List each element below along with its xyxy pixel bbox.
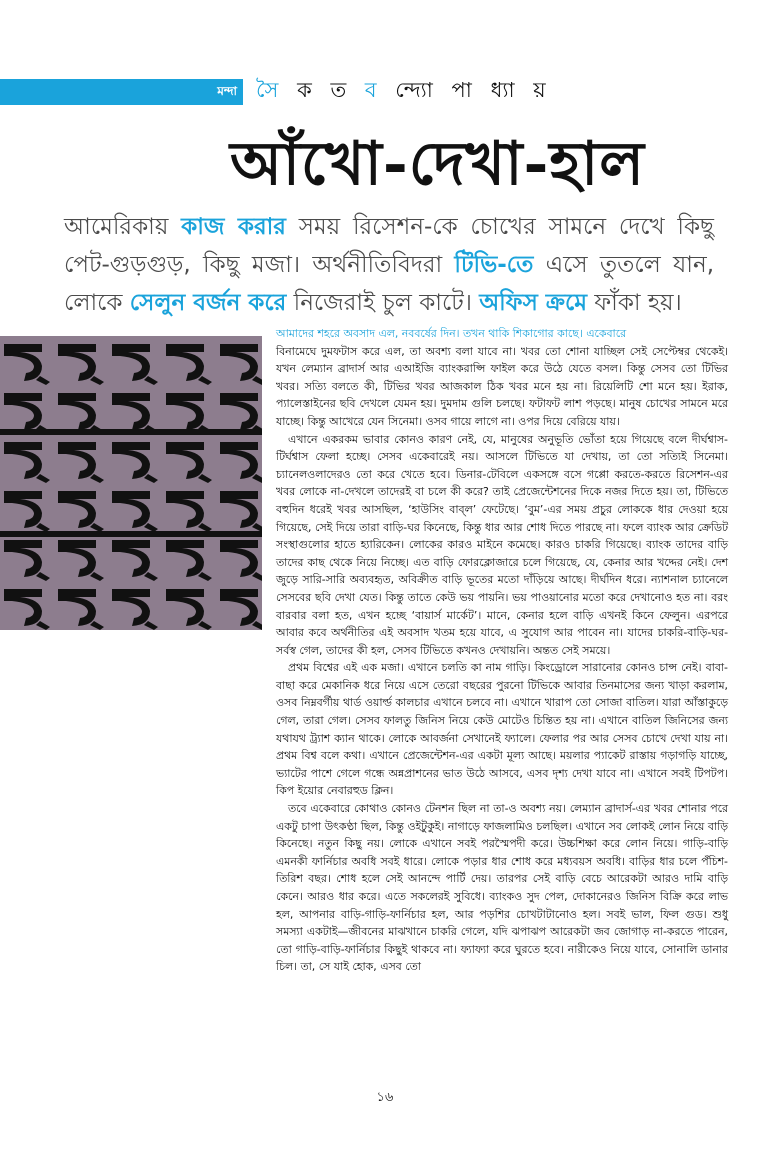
section-tag: মন্দা bbox=[217, 84, 237, 98]
article-intro: আমাদের শহরে অবসাদ এল, নববর্ষের দিন। তখন থাকি শিকাগোর কাছে। একেবারে bbox=[276, 327, 627, 340]
lead-text: নিজেরাই চুল কাটে। bbox=[286, 290, 480, 316]
author-part: পা bbox=[451, 78, 478, 102]
lead-highlight: অফিস ক্রমে bbox=[479, 290, 588, 316]
article-paragraph: তবে একেবারে কোথাও কোনও টেনশন ছিল না তা-ও অবশ্য নয়। লেম্যান ব্রাদার্স-এর খবর শোনার পরে একটু চাপা উৎকণ্ঠা ছিল, কিন্তু ওইটুকুই। নাগাড়ে ফাজলামিও চলছিল। এখানে সব লোকই লোন নিয়ে বাড়ি কিনেছে। নতুন কিছু নয়। লোকে এখানে সবই পরস্মৈপদী করে। উচ্চশিক্ষা করে লোন নিয়ে। গাড়ি-বাড়ি এমনকী ফার্নিচার অবধি সবই ধারে। লোকে পড়ার ধার শোধ করে মধ্যবয়স অবধি। বাড়ির ধার চলে পঁচিশ-তিরিশ বছর। শোধ হলে সেই আনন্দে পার্টি দেয়। তারপর সেই বাড়ি বেচে আরেকটা আরও দামি বাড়ি কেনে। আরও ধার করে। এতে সকলেরই সুবিধে। ব্যাংকও সুদ পেল, দোকানেরও জিনিস বিক্রি করে লাভ হল, আপনার বাড়ি-গাড়ি-ফার্নিচার হল, আর পড়শির চোখটাটানোও হল। সবই ভাল, ফিল গুড। শুধু সমস্যা একটাই—জীবনের মাঝখানে চাকরি গেলে, যদি ঝপাঝপ আরেকটা জব জোগাড় না-করতে পারেন, তো গাড়ি-বাড়ি-ফার্নিচার কিছুই থাকবে না। ফ্যাফ্যা করে ঘুরতে হবে। নারীকেও নিয়ে যাবে, সোনালি ডানার চিল। তা, সে যাই হোক, এসব তো bbox=[276, 802, 728, 974]
lead-highlight: কাজ করার bbox=[181, 214, 286, 240]
header-bar bbox=[0, 79, 243, 105]
author-part: ন্দ্যো bbox=[395, 78, 439, 102]
author-name bbox=[256, 74, 552, 109]
author-part: ক bbox=[297, 78, 318, 102]
lead-text: এসে তুতলে যান, লোকে bbox=[64, 252, 715, 316]
article-paragraph: প্রথম বিশ্বের এই এক মজা। এখানে চলতি কা নাম গাড়ি। কিংড্রোলে সারানোর কোনও চান্স নেই। বাবা-বাছা করে মেকানিক ধরে নিয়ে এসে তেরো বছরের পুরনো টিভিকে আবার তিনমাসের জন্য খাড়া করলাম, ওসব নিম্নবর্গীয় থার্ড ওয়ার্ল্ড কালচার এখানে চলবে না। এখানে খারাপ তো সোজা বাতিল। যারা আঁস্তাকুড়ে গেল, তারা গেল। সেসব ফালতু জিনিস নিয়ে কেউ মোটেও চিন্তিত হয় না। এখানে বাতিল জিনিসের জন্য যথাযথ ট্র্যাশ ক্যান থাকে। লোকে আবর্জনা সেখানেই ফ্যালে। ফেলার পর আর সেসব চোখে দেখা যায় না। প্রথম বিশ্ব বলে কথা। এখানে প্রেজেন্টেশন-এর একটা মূল্য আছে। ময়লার প্যাকেট রাস্তায় গড়াগড়ি যাচ্ছে, ভ্যাটের পাশে গেলে গন্ধে অন্নপ্রাশনের ভাত উঠে আসবে, এসব দৃশ্য দেখা যাবে না। এখানে সবই টিপটপ। কিপ ইয়োর নেবারহুড ক্লিন। bbox=[276, 661, 728, 798]
lead-text: আমেরিকায় bbox=[64, 214, 182, 240]
author-part: ব bbox=[364, 78, 383, 102]
lead-highlight: সেলুন বর্জন করে bbox=[129, 290, 287, 316]
article-paragraph: এখানে একরকম ভাবার কোনও কারণ নেই, যে, মানুষের অনুভূতি ভোঁতা হয়ে গিয়েছে বলে দীর্ঘশ্বাস-টির্ঘশ্বাস ফেলা হচ্ছে। সেসব একেবারেই নয়। আসলে টিভিতে যা দেখায়, তা তো সত্যিই সিনেমা। চ্যানেলওলাদেরও তো করে খেতে হবে। ডিনার-টেবিলে একসঙ্গে বসে গপ্পো করতে-করতে রিসেশন-এর খবর লোকে না-দেখলে তাদেরই বা চলে কী করে? তাই প্রেজেন্টেশনের দিকে নজর দিতে হয়। তা, টিভিতে বহুদিন ধরেই খবর আসছিল, ‘হাউসিং বাব্‌ল’ ফেটেছে। ‘বুম’-এর সময় প্রচুর লোককে ধার দেওয়া হয়ে গিয়েছে, সেই দিয়ে তারা বাড়ি-ঘর কিনেছে, কিন্তু ধার আর শোধ দিতে পারছে না। ফলে ব্যাংক আর ক্রেডিট সংস্থাগুলোর হাতে হ্যারিকেন। লোকের কারও মাইনে কমেছে। কারও চাকরি গিয়েছে। ব্যাংক তাদের বাড়ি তাদের কাছ থেকে নিয়ে নিচ্ছে। এত বাড়ি ফোরক্লোজারে চলে গিয়েছে, যে, কেনার আর খদ্দের নেই। দেশ জুড়ে সারি-সারি অব্যবহৃত, অবিক্রীত বাড়ি ভূতের মতো দাঁড়িয়ে আছে। দীর্ঘদিন ধরে। ন্যাশনাল চ্যানেলে সেসবের ছবি দেখা যেত। কিন্তু তাতে কেউ ভয় পায়নি। ভয় পাওয়ানোর মতো করে দেখানোও হত না। বরং বারবার বলা হত, এখন হচ্ছে ‘বায়ার্স মার্কেট’। মানে, কেনার হলে বাড়ি এখনই কিনে ফেলুন। এরপরে আবার কবে অর্থনীতির এই অবসাদ খতম হয়ে যাবে, এ সুযোগ আর পাবেন না। যাদের চাকরি-বাড়ি-ঘর-সর্বস্ব গেল, তাদের কী হল, সেসব টিভিতে কখনও দেখায়নি। অন্তত সেই সময়ে। bbox=[276, 432, 728, 657]
article-paragraph: বিনামেঘে দুমফটাস করে এল, তা অবশ্য বলা যাবে না। খবর তো শোনা যাচ্ছিল সেই সেপ্টেম্বর থেকেই। যখন লেম্যান ব্রাদার্স আর এআইজি ব্যাংকরাপ্সি ফাইল করে উঠে যেতে বসল। কিন্তু সেসব তো টিভির খবর। সত্যি বলতে কী, টিভির খবর আজকাল ঠিক খবর মনে হয় না। রিয়েলিটি শো মনে হয়। ইরাক, প্যালেস্তাইনের ছবি দেখলে যেমন হয়। দুমদাম গুলি চলছে। ফটাফট লাশ পড়ছে। মানুষ চোখের সামনে মরে যাচ্ছে। কিন্তু আখেরে যেন সিনেমা। ওসব গায়ে লাগে না। ওপর দিয়ে বেরিয়ে যায়। bbox=[276, 344, 728, 428]
author-part: য় bbox=[533, 78, 552, 102]
page-number: ১৬ bbox=[376, 1090, 394, 1105]
lead-text: ফাঁকা হয়। bbox=[587, 290, 682, 316]
article-body bbox=[276, 325, 728, 976]
author-part: ধ্যা bbox=[490, 78, 521, 102]
author-part: সৈ bbox=[256, 78, 285, 102]
pattern-graphic bbox=[0, 336, 262, 630]
lead-highlight: টিভি-তে bbox=[454, 252, 534, 278]
lead-paragraph bbox=[64, 208, 714, 322]
article-title: আঁখো-দেখা-হাল bbox=[230, 129, 645, 199]
author-part: ত bbox=[330, 78, 353, 102]
pattern-illustration bbox=[0, 336, 262, 630]
lead-text: সময় রিসেশন-কে চোখের সামনে দেখে কিছু পেট-গুড়গুড়, কিছু মজা। অর্থনীতিবিদরা bbox=[64, 214, 714, 278]
